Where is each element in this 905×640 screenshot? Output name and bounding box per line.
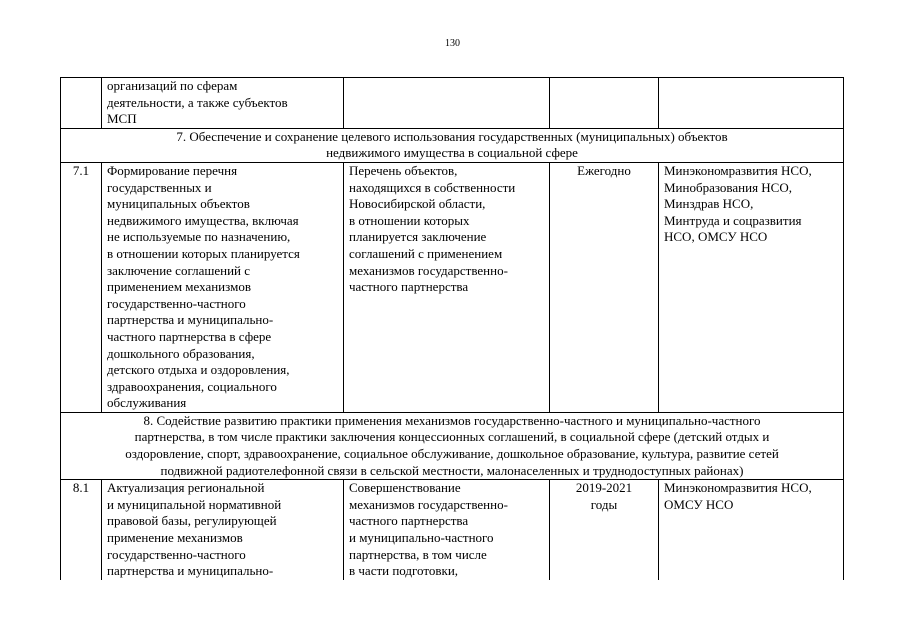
- section-heading-row: [61, 128, 844, 162]
- responsible-cell: Минэкономразвития НСО, Минобразования НСО, Минздрав НСО, Минтруда и соцразвития НСО, ОМСУ НСО: [659, 162, 844, 412]
- row-number-cell: 8.1: [61, 480, 102, 580]
- measures-table: [60, 77, 844, 580]
- measure-cell: Актуализация региональной и муниципальной нормативной правовой базы, регулирующей применение механизмов государственно-частного партнерства и муниципально-: [102, 480, 344, 580]
- table-row: [61, 480, 844, 580]
- row-number-cell: [61, 78, 102, 129]
- term-cell: 2019-2021 годы: [550, 480, 659, 580]
- measure-cell: Формирование перечня государственных и муниципальных объектов недвижимого имущества, включая не используемые по назначению, в отношении которых планируется заключение соглашений с применением механизмов государственно-частного партнерства и муниципально- частного партнерства в сфере дошкольного образования, детского отдыха и оздоровления, здравоохранения, социального обслуживания: [102, 162, 344, 412]
- section-heading-row: [61, 412, 844, 479]
- row-number-cell: 7.1: [61, 162, 102, 412]
- table-row: [61, 162, 844, 412]
- result-cell: [344, 78, 550, 129]
- term-cell: [550, 78, 659, 129]
- section-8-title: 8. Содействие развитию практики применения механизмов государственно-частного и муниципально-частного партнерства, в том числе практики заключения концессионных соглашений, в социальной сфере (детский отдых и оздоровление, спорт, здравоохранение, социальное обслуживание, дошкольное образование, культура, развитие сетей подвижной радиотелефонной связи в сельской местности, малонаселенных и труднодоступных районах): [61, 412, 844, 479]
- term-cell: Ежегодно: [550, 162, 659, 412]
- result-cell: Совершенствование механизмов государственно- частного партнерства и муниципально-частного партнерства, в том числе в части подготовки,: [344, 480, 550, 580]
- responsible-cell: Минэкономразвития НСО, ОМСУ НСО: [659, 480, 844, 580]
- page-number: 130: [445, 38, 460, 49]
- table-row: [61, 78, 844, 129]
- section-7-title: 7. Обеспечение и сохранение целевого использования государственных (муниципальных) объектов недвижимого имущества в социальной сфере: [61, 128, 844, 162]
- result-cell: Перечень объектов, находящихся в собственности Новосибирской области, в отношении которых планируется заключение соглашений с применением механизмов государственно- частного партнерства: [344, 162, 550, 412]
- measure-cell: организаций по сферам деятельности, а также субъектов МСП: [102, 78, 344, 129]
- responsible-cell: [659, 78, 844, 129]
